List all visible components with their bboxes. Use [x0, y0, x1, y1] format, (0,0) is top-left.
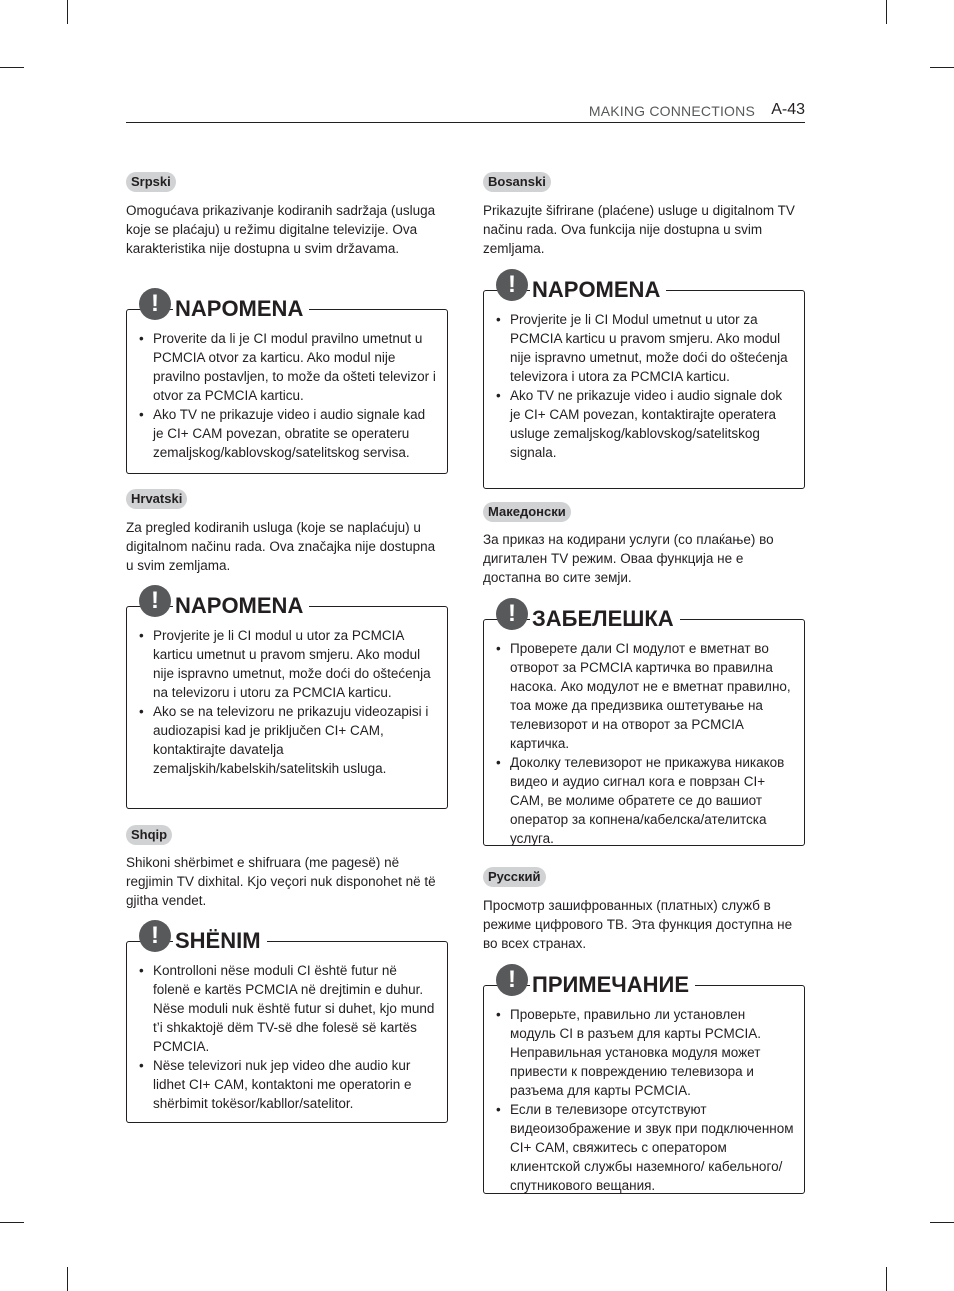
exclamation-icon: !	[139, 288, 171, 320]
intro-paragraph-hrvatski: Za pregled kodiranih usluga (koje se naplaćuju) u digitalnom načinu rada. Ova značajka nije dostupna u svim zemljama.	[126, 520, 436, 573]
note-item: • Proverite da li je CI modul pravilno umetnut u PCMCIA otvor za karticu. Ako modul nije pravilno postavljen, to može da ošteti televizor i otvor za PCMCIA karticu.	[139, 329, 437, 405]
crop-mark	[930, 1222, 954, 1223]
note-box-shqip	[126, 922, 448, 1123]
crop-mark	[886, 0, 887, 24]
language-label-makedonski: Македонски	[483, 502, 571, 522]
note-title: SHËNIM	[173, 928, 267, 954]
note-box-makedonski	[483, 600, 805, 846]
note-list	[496, 1005, 794, 1195]
crop-mark	[930, 67, 954, 68]
note-item: • Проверьте, правильно ли установлен модуль CI в разъем для карты PCMCIA. Неправильная установка модуля может привести к повреждению телевизора и разъема для карты PCMCIA.	[496, 1005, 794, 1100]
page-number: A-43	[771, 101, 805, 118]
page-header	[126, 100, 805, 123]
note-item: • Доколку телевизорот не прикажува никаков видео и аудио сигнал кога е поврзан CI+ CAM, ве молиме обратете се до вашиот оператор за копнена/кабелска/ателитска услуга.	[496, 753, 794, 848]
intro-paragraph-makedonski: За приказ на кодирани услуги (со плаќање) во дигитален TV режим. Оваа функција не е достапна во сите земји.	[483, 532, 774, 585]
language-label-bosanski: Bosanski	[483, 172, 551, 192]
crop-mark	[67, 1267, 68, 1291]
note-title: NAPOMENA	[173, 296, 309, 322]
note-box-bosanski	[483, 271, 805, 489]
note-list	[496, 639, 794, 848]
note-list	[139, 329, 437, 462]
note-item: • Проверете дали CI модулот е вметнат во отворот за PCMCIA картичка во правилна насока. Ако модулот не е вметнат правилно, тоа може да предизвика оштетување на телевизорот и на отворот за PCMCIA картичка.	[496, 639, 794, 753]
exclamation-icon: !	[139, 920, 171, 952]
intro-paragraph-bosanski: Prikazujte šifrirane (plaćene) usluge u digitalnom TV načinu rada. Ova funkcija nije dostupna u svim zemljama.	[483, 203, 795, 256]
intro-paragraph-srpski: Omogućava prikazivanje kodiranih sadržaja (usluga koje se plaćaju) u režimu digitalne televizije. Ova karakteristika nije dostupna u svim državama.	[126, 203, 436, 256]
note-box-russkiy	[483, 966, 805, 1194]
exclamation-icon: !	[139, 585, 171, 617]
note-item: • Ako se na televizoru ne prikazuju videozapisi i audiozapisi kad je priključen CI+ CAM, kontaktirajte davatelja zemaljskih/kabelskih/satelitskih usluga.	[139, 702, 437, 778]
note-item: • Kontrolloni nëse moduli CI është futur në folenë e kartës PCMCIA në drejtimin e duhur. Nëse moduli nuk është futur si duhet, kjo mund t’i shkaktojë dëm TV-së dhe folesë së kartës PCMCIA.	[139, 961, 437, 1056]
note-item: • Если в телевизоре отсутствуют видеоизображение и звук при подключенном CI+ CAM, свяжитесь с оператором клиентской службы наземного/ кабельного/спутникового вещания.	[496, 1100, 794, 1195]
exclamation-icon: !	[496, 269, 528, 301]
section-title: MAKING CONNECTIONS	[588, 103, 755, 119]
crop-mark	[0, 1222, 24, 1223]
language-label-russkiy: Русский	[483, 867, 546, 887]
note-item: • Ako TV ne prikazuje video i audio signale kad je CI+ CAM povezan, obratite se operateru zemaljskog/kablovskog/satelitskog servisa.	[139, 405, 437, 462]
language-label-srpski: Srpski	[126, 172, 176, 192]
note-title: ПРИМЕЧАНИЕ	[530, 972, 695, 998]
exclamation-icon: !	[496, 598, 528, 630]
note-item: • Provjerite je li CI Modul umetnut u utor za PCMCIA karticu u pravom smjeru. Ako modul nije ispravno umetnut, može doći do oštećenja televizora i utora za PCMCIA karticu.	[496, 310, 794, 386]
note-item: • Ako TV ne prikazuje video i audio signale dok je CI+ CAM povezan, kontaktirajte operatera usluge zemaljskog/kablovskog/satelitskog signala.	[496, 386, 794, 462]
intro-paragraph-russkiy: Просмотр зашифрованных (платных) служб в режиме цифрового ТВ. Эта функция доступна не во всех странах.	[483, 898, 793, 951]
crop-mark	[67, 0, 68, 24]
language-label-hrvatski: Hrvatski	[126, 489, 187, 509]
note-box-hrvatski	[126, 587, 448, 809]
note-list	[139, 626, 437, 778]
note-title: NAPOMENA	[173, 593, 309, 619]
note-list	[496, 310, 794, 462]
note-title: NAPOMENA	[530, 277, 666, 303]
crop-mark	[0, 67, 24, 68]
exclamation-icon: !	[496, 964, 528, 996]
intro-paragraph-shqip: Shikoni shërbimet e shifruara (me pagesë) në regjimin TV dixhital. Kjo veçori nuk disponohet në të gjitha vendet.	[126, 855, 436, 908]
note-title: ЗАБЕЛЕШКА	[530, 606, 680, 632]
language-label-shqip: Shqip	[126, 825, 172, 845]
note-box-srpski	[126, 290, 448, 474]
crop-mark	[886, 1267, 887, 1291]
note-list	[139, 961, 437, 1113]
note-item: • Provjerite je li CI modul u utor za PCMCIA karticu umetnut u pravom smjeru. Ako modul nije ispravno umetnut, može doći do oštećenja na televizoru i utoru za PCMCIA karticu.	[139, 626, 437, 702]
note-item: • Nëse televizori nuk jep video dhe audio kur lidhet CI+ CAM, kontaktoni me operatorin e shërbimit tokësor/kabllor/satelitor.	[139, 1056, 437, 1113]
